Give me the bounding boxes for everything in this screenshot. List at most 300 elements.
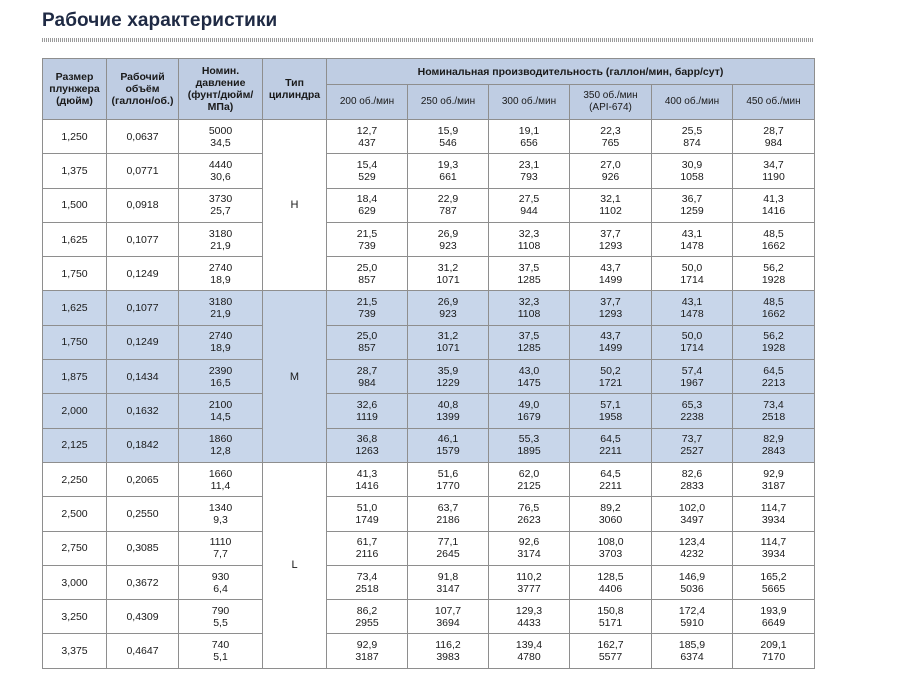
capacity-bpd: 1416	[355, 479, 379, 492]
capacity-bpd: 3694	[436, 616, 460, 629]
capacity-gpm: 102,0	[678, 501, 706, 514]
capacity-bpd: 437	[358, 136, 376, 149]
capacity-bpd: 1967	[680, 376, 704, 389]
capacity-gpm: 56,2	[763, 330, 784, 343]
capacity-bpd: 546	[439, 136, 457, 149]
capacity-cell	[489, 394, 570, 428]
capacity-bpd: 944	[520, 205, 538, 218]
capacity-cell	[327, 325, 408, 359]
capacity-bpd: 1229	[436, 376, 460, 389]
volume-cell: 0,1842	[107, 428, 179, 462]
capacity-bpd: 3934	[761, 548, 786, 561]
capacity-cell	[408, 257, 489, 291]
capacity-bpd: 2623	[517, 513, 541, 526]
capacity-gpm: 77,1	[437, 536, 459, 549]
volume-cell: 0,3085	[107, 531, 179, 565]
capacity-bpd: 1071	[436, 273, 460, 286]
header-plunger-size: Размер плунжера (дюйм)	[43, 59, 107, 120]
capacity-bpd: 5665	[761, 582, 786, 595]
volume-cell: 0,1077	[107, 222, 179, 256]
capacity-gpm: 31,2	[437, 261, 459, 274]
capacity-bpd: 5036	[680, 582, 704, 595]
capacity-gpm: 35,9	[437, 364, 459, 377]
header-speed-400: 400 об./мин	[652, 85, 733, 120]
capacity-gpm: 37,7	[600, 296, 621, 309]
capacity-cell	[733, 222, 815, 256]
table-row	[43, 325, 815, 359]
capacity-bpd: 1714	[680, 342, 704, 355]
pressure-cell	[179, 291, 263, 325]
volume-cell: 0,4647	[107, 634, 179, 668]
capacity-gpm: 15,4	[356, 158, 378, 171]
plunger-size-cell: 2,750	[43, 531, 107, 565]
capacity-cell	[327, 120, 408, 154]
pressure-psi: 1110	[209, 536, 232, 549]
header-pressure: Номин. давление (фунт/дюйм/ МПа)	[179, 59, 263, 120]
pressure-psi: 1340	[208, 501, 233, 514]
capacity-cell	[327, 634, 408, 668]
capacity-gpm: 37,5	[518, 330, 540, 343]
capacity-cell	[489, 188, 570, 222]
table-row	[43, 565, 815, 599]
capacity-bpd: 2645	[436, 548, 460, 561]
capacity-bpd: 629	[358, 205, 376, 218]
table-row	[43, 291, 815, 325]
capacity-bpd: 1499	[598, 273, 623, 286]
capacity-cell	[570, 154, 652, 188]
capacity-gpm: 193,9	[760, 604, 787, 617]
capacity-bpd: 923	[439, 239, 457, 252]
capacity-gpm: 51,6	[437, 467, 459, 480]
capacity-cell	[652, 188, 733, 222]
pressure-cell	[179, 188, 263, 222]
capacity-bpd: 874	[683, 136, 701, 149]
plunger-size-cell: 1,750	[43, 325, 107, 359]
capacity-cell	[570, 222, 652, 256]
table-row	[43, 257, 815, 291]
capacity-cell	[408, 394, 489, 428]
pressure-mpa: 21,9	[210, 239, 231, 252]
pressure-psi: 790	[211, 604, 230, 617]
capacity-gpm: 43,1	[681, 296, 703, 309]
capacity-gpm: 165,2	[760, 570, 787, 583]
capacity-cell	[489, 154, 570, 188]
capacity-cell	[408, 291, 489, 325]
table-row	[43, 531, 815, 565]
page-title: Рабочие характеристики	[42, 10, 278, 31]
capacity-gpm: 31,2	[437, 330, 459, 343]
capacity-cell	[489, 634, 570, 668]
capacity-bpd: 1399	[436, 411, 460, 424]
capacity-bpd: 2518	[355, 582, 379, 595]
pressure-mpa: 25,7	[210, 205, 231, 218]
capacity-cell	[733, 120, 815, 154]
capacity-gpm: 48,5	[763, 227, 784, 240]
capacity-gpm: 92,6	[518, 536, 540, 549]
pressure-psi: 2740	[208, 261, 233, 274]
table-row	[43, 154, 815, 188]
capacity-cell	[733, 634, 815, 668]
capacity-bpd: 1058	[680, 170, 704, 183]
volume-cell: 0,0771	[107, 154, 179, 188]
plunger-size-cell: 3,250	[43, 600, 107, 634]
capacity-bpd: 1475	[517, 376, 541, 389]
capacity-gpm: 73,4	[356, 570, 378, 583]
capacity-gpm: 64,5	[600, 467, 621, 480]
capacity-cell	[570, 634, 652, 668]
pressure-mpa: 21,9	[210, 308, 231, 321]
capacity-cell	[489, 325, 570, 359]
capacity-cell	[408, 120, 489, 154]
volume-cell: 0,3672	[107, 565, 179, 599]
header-cylinder-type: Тип цилиндра	[263, 59, 327, 120]
cylinder-type-cell: H	[263, 120, 327, 291]
capacity-gpm: 107,7	[434, 604, 462, 617]
pressure-cell	[179, 531, 263, 565]
capacity-gpm: 43,0	[518, 364, 540, 377]
pressure-cell	[179, 325, 263, 359]
table-row	[43, 497, 815, 531]
capacity-gpm: 37,7	[600, 227, 621, 240]
capacity-cell	[652, 394, 733, 428]
pressure-mpa: 6,4	[213, 582, 228, 595]
capacity-bpd: 2186	[436, 513, 460, 526]
capacity-bpd: 1679	[517, 411, 541, 424]
capacity-bpd: 984	[764, 136, 783, 149]
capacity-gpm: 27,0	[600, 158, 621, 171]
capacity-gpm: 209,1	[760, 639, 787, 652]
capacity-cell	[327, 600, 408, 634]
capacity-cell	[408, 462, 489, 496]
pressure-psi: 3730	[208, 193, 233, 206]
capacity-gpm: 12,7	[356, 124, 378, 137]
volume-cell: 0,1249	[107, 257, 179, 291]
pressure-mpa: 34,5	[210, 136, 231, 149]
table-row	[43, 188, 815, 222]
pressure-psi: 5000	[208, 124, 233, 137]
capacity-bpd: 7170	[761, 651, 786, 664]
capacity-bpd: 6649	[761, 616, 786, 629]
capacity-gpm: 150,8	[597, 604, 624, 617]
capacity-gpm: 22,3	[600, 124, 621, 137]
capacity-cell	[408, 325, 489, 359]
pressure-mpa: 7,7	[213, 548, 228, 561]
capacity-cell	[570, 360, 652, 394]
capacity-cell	[652, 565, 733, 599]
pressure-psi: 1860	[208, 433, 233, 446]
capacity-bpd: 2238	[680, 411, 704, 424]
volume-cell: 0,1249	[107, 325, 179, 359]
pressure-psi: 3180	[208, 227, 233, 240]
pressure-cell	[179, 222, 263, 256]
capacity-bpd: 661	[439, 170, 457, 183]
plunger-size-cell: 1,875	[43, 360, 107, 394]
table-row	[43, 462, 815, 496]
capacity-gpm: 37,5	[518, 261, 540, 274]
capacity-cell	[327, 291, 408, 325]
table-row	[43, 360, 815, 394]
capacity-bpd: 765	[601, 136, 620, 149]
capacity-bpd: 787	[439, 205, 457, 218]
plunger-size-cell: 2,000	[43, 394, 107, 428]
capacity-gpm: 21,5	[356, 227, 378, 240]
capacity-bpd: 3060	[598, 513, 623, 526]
capacity-bpd: 2211	[599, 445, 622, 458]
plunger-size-cell: 1,375	[43, 154, 107, 188]
capacity-gpm: 51,0	[356, 501, 378, 514]
capacity-cell	[652, 360, 733, 394]
capacity-gpm: 108,0	[597, 536, 624, 549]
plunger-size-cell: 1,250	[43, 120, 107, 154]
capacity-bpd: 1958	[598, 411, 623, 424]
capacity-bpd: 3497	[680, 513, 704, 526]
volume-cell: 0,2550	[107, 497, 179, 531]
capacity-cell	[733, 325, 815, 359]
capacity-bpd: 1770	[436, 479, 460, 492]
capacity-gpm: 128,5	[597, 570, 624, 583]
volume-cell: 0,4309	[107, 600, 179, 634]
capacity-gpm: 32,3	[518, 296, 540, 309]
capacity-cell	[408, 497, 489, 531]
capacity-gpm: 22,9	[437, 193, 459, 206]
capacity-bpd: 4780	[517, 651, 541, 664]
capacity-bpd: 1478	[680, 239, 704, 252]
capacity-bpd: 2843	[761, 445, 786, 458]
capacity-gpm: 26,9	[437, 296, 459, 309]
capacity-bpd: 1108	[517, 308, 541, 321]
capacity-bpd: 3777	[517, 582, 541, 595]
capacity-gpm: 129,3	[515, 604, 543, 617]
capacity-cell	[652, 497, 733, 531]
pressure-cell	[179, 462, 263, 496]
capacity-gpm: 23,1	[518, 158, 540, 171]
capacity-gpm: 91,8	[437, 570, 459, 583]
capacity-bpd: 1108	[517, 239, 541, 252]
capacity-gpm: 28,7	[763, 124, 784, 137]
pressure-mpa: 18,9	[210, 273, 231, 286]
capacity-bpd: 3703	[598, 548, 623, 561]
plunger-size-cell: 1,750	[43, 257, 107, 291]
capacity-gpm: 76,5	[518, 501, 540, 514]
capacity-cell	[327, 257, 408, 291]
capacity-gpm: 19,3	[437, 158, 459, 171]
capacity-cell	[327, 565, 408, 599]
capacity-cell	[408, 188, 489, 222]
capacity-bpd: 857	[358, 273, 376, 286]
capacity-gpm: 73,7	[681, 433, 703, 446]
capacity-cell	[570, 565, 652, 599]
pressure-cell	[179, 634, 263, 668]
capacity-bpd: 1190	[762, 170, 785, 183]
capacity-gpm: 18,4	[356, 193, 378, 206]
capacity-bpd: 656	[520, 136, 538, 149]
capacity-bpd: 3147	[436, 582, 460, 595]
capacity-bpd: 1259	[680, 205, 704, 218]
plunger-size-cell: 1,625	[43, 291, 107, 325]
capacity-gpm: 21,5	[356, 296, 378, 309]
capacity-cell	[327, 360, 408, 394]
capacity-gpm: 41,3	[356, 467, 378, 480]
table-row	[43, 120, 815, 154]
pressure-cell	[179, 394, 263, 428]
capacity-cell	[327, 497, 408, 531]
capacity-cell	[489, 462, 570, 496]
capacity-gpm: 55,3	[518, 433, 540, 446]
table-row	[43, 394, 815, 428]
capacity-gpm: 61,7	[356, 536, 378, 549]
header-volume: Рабочий объём (галлон/об.)	[107, 59, 179, 120]
pressure-mpa: 5,5	[213, 616, 228, 629]
capacity-gpm: 32,1	[600, 193, 621, 206]
capacity-bpd: 739	[358, 239, 376, 252]
capacity-cell	[327, 222, 408, 256]
capacity-gpm: 56,2	[763, 261, 784, 274]
capacity-gpm: 19,1	[518, 124, 540, 137]
capacity-gpm: 82,6	[681, 467, 703, 480]
capacity-cell	[570, 428, 652, 462]
capacity-gpm: 110,2	[516, 570, 542, 583]
capacity-gpm: 64,5	[600, 433, 621, 446]
capacity-gpm: 57,4	[681, 364, 703, 377]
capacity-bpd: 2518	[761, 411, 786, 424]
performance-table	[42, 58, 815, 669]
capacity-cell	[570, 497, 652, 531]
capacity-bpd: 1928	[761, 273, 786, 286]
capacity-gpm: 92,9	[763, 467, 784, 480]
capacity-cell	[408, 360, 489, 394]
capacity-bpd: 2213	[761, 376, 786, 389]
capacity-gpm: 25,0	[356, 330, 378, 343]
capacity-bpd: 1749	[355, 513, 379, 526]
title-divider	[42, 38, 814, 42]
capacity-cell	[327, 154, 408, 188]
pressure-cell	[179, 120, 263, 154]
capacity-bpd: 1293	[598, 308, 623, 321]
capacity-bpd: 1579	[436, 445, 460, 458]
capacity-bpd: 529	[358, 170, 376, 183]
capacity-cell	[733, 360, 815, 394]
capacity-gpm: 32,6	[356, 399, 378, 412]
capacity-cell	[489, 257, 570, 291]
capacity-bpd: 1895	[517, 445, 541, 458]
table-row	[43, 428, 815, 462]
pressure-mpa: 16,5	[210, 376, 231, 389]
pressure-mpa: 11,4	[210, 479, 231, 492]
capacity-gpm: 43,1	[681, 227, 703, 240]
capacity-gpm: 27,5	[518, 193, 540, 206]
capacity-cell	[733, 291, 815, 325]
capacity-gpm: 50,0	[681, 261, 703, 274]
capacity-bpd: 1285	[517, 273, 541, 286]
pressure-cell	[179, 154, 263, 188]
table-row	[43, 600, 815, 634]
capacity-cell	[733, 257, 815, 291]
capacity-bpd: 1499	[598, 342, 623, 355]
capacity-bpd: 3983	[436, 651, 460, 664]
capacity-cell	[489, 428, 570, 462]
capacity-bpd: 1662	[761, 308, 786, 321]
cylinder-type-cell: M	[263, 291, 327, 462]
capacity-gpm: 162,7	[597, 639, 624, 652]
capacity-bpd: 857	[358, 342, 376, 355]
plunger-size-cell: 1,625	[43, 222, 107, 256]
capacity-bpd: 926	[601, 170, 620, 183]
capacity-cell	[652, 291, 733, 325]
capacity-gpm: 32,3	[518, 227, 540, 240]
capacity-bpd: 1102	[599, 205, 622, 218]
capacity-bpd: 5577	[598, 651, 623, 664]
capacity-cell	[733, 394, 815, 428]
capacity-bpd: 3187	[761, 479, 786, 492]
capacity-bpd: 2125	[517, 479, 541, 492]
capacity-gpm: 30,9	[681, 158, 703, 171]
capacity-cell	[570, 462, 652, 496]
plunger-size-cell: 3,375	[43, 634, 107, 668]
capacity-cell	[733, 531, 815, 565]
capacity-cell	[408, 222, 489, 256]
capacity-bpd: 4232	[680, 548, 704, 561]
pressure-psi: 2740	[208, 330, 233, 343]
pressure-mpa: 5,1	[213, 651, 228, 664]
pressure-psi: 4440	[208, 158, 233, 171]
capacity-bpd: 793	[520, 170, 538, 183]
capacity-cell	[652, 462, 733, 496]
table-body	[43, 120, 815, 669]
capacity-bpd: 1478	[680, 308, 704, 321]
capacity-gpm: 114,7	[760, 536, 787, 549]
pressure-mpa: 18,9	[210, 342, 231, 355]
capacity-gpm: 116,2	[435, 639, 461, 652]
capacity-cell	[489, 600, 570, 634]
capacity-cell	[408, 154, 489, 188]
volume-cell: 0,2065	[107, 462, 179, 496]
capacity-cell	[408, 634, 489, 668]
capacity-gpm: 89,2	[600, 501, 621, 514]
capacity-cell	[327, 188, 408, 222]
pressure-mpa: 14,5	[210, 411, 231, 424]
pressure-mpa: 12,8	[210, 445, 231, 458]
capacity-cell	[489, 531, 570, 565]
capacity-bpd: 6374	[680, 651, 704, 664]
capacity-gpm: 48,5	[763, 296, 784, 309]
pressure-psi: 3180	[208, 296, 233, 309]
capacity-cell	[408, 428, 489, 462]
plunger-size-cell: 2,500	[43, 497, 107, 531]
capacity-cell	[327, 394, 408, 428]
capacity-bpd: 2833	[680, 479, 704, 492]
capacity-gpm: 49,0	[518, 399, 540, 412]
capacity-cell	[489, 360, 570, 394]
capacity-bpd: 1285	[517, 342, 541, 355]
capacity-gpm: 25,5	[681, 124, 703, 137]
pressure-mpa: 30,6	[210, 170, 231, 183]
capacity-cell	[570, 600, 652, 634]
capacity-bpd: 1662	[761, 239, 786, 252]
capacity-gpm: 57,1	[600, 399, 621, 412]
pressure-psi: 2100	[208, 399, 233, 412]
pressure-cell	[179, 257, 263, 291]
capacity-cell	[489, 120, 570, 154]
volume-cell: 0,1632	[107, 394, 179, 428]
volume-cell: 0,1434	[107, 360, 179, 394]
capacity-gpm: 40,8	[437, 399, 459, 412]
capacity-gpm: 65,3	[681, 399, 703, 412]
capacity-bpd: 2527	[680, 445, 704, 458]
capacity-gpm: 41,3	[763, 193, 784, 206]
capacity-gpm: 172,4	[678, 604, 706, 617]
capacity-bpd: 1119	[356, 411, 378, 424]
volume-cell: 0,0918	[107, 188, 179, 222]
